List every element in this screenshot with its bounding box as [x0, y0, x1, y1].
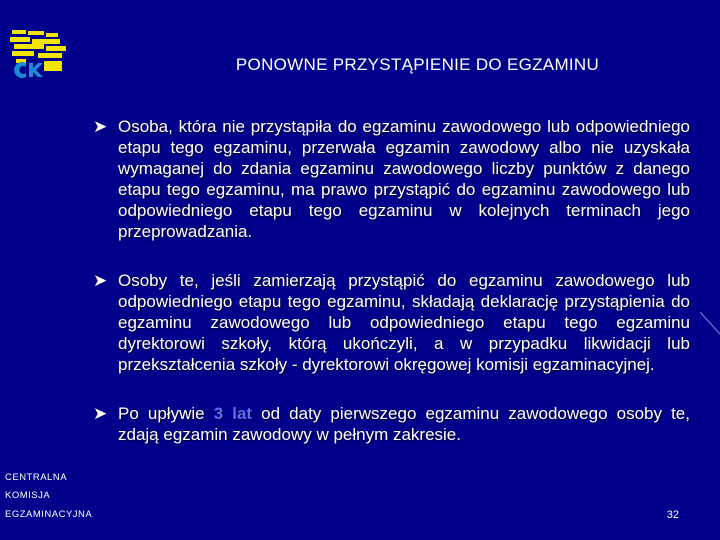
- bullet-text-start: Po upływie: [118, 404, 214, 423]
- arrow-bullet-icon: ➤: [93, 271, 108, 290]
- decorative-line-icon: [700, 310, 720, 340]
- bullet-text: [118, 403, 690, 445]
- bullet-list: [93, 116, 690, 473]
- arrow-bullet-icon: ➤: [93, 404, 108, 423]
- bullet-text: Osoba, która nie przystąpiła do egzaminu zawodowego lub odpowiedniego etapu tego egzaminu, przerwała egzamin zawodowy albo nie uzyskała wymaganej do zdania egzaminu zawodowego liczby punktów z danego etapu tego egzaminu, ma prawo przystąpić do egzaminu zawodowego lub odpowiedniego etapu tego egzaminu w kolejnych terminach jego przeprowadzania.: [118, 117, 690, 241]
- footer-line-centralna: CENTRALNA: [5, 472, 68, 483]
- arrow-bullet-icon: ➤: [93, 117, 108, 136]
- bullet-item-2: [93, 270, 690, 375]
- footer-line-komisja: KOMISJA: [5, 490, 51, 501]
- bullet-text: Osoby te, jeśli zamierzają przystąpić do egzaminu zawodowego lub odpowiedniego etapu tego egzaminu, składają deklarację przystąpienia do egzaminu zawodowego lub odpowiedniego etapu tego egzaminu dyrektorowi szkoły, którą ukończyli, a w przypadku likwidacji lub przekształcenia szkoły - dyrektorowi okręgowej komisji egzaminacyjnej.: [118, 271, 690, 374]
- bullet-text-end: od daty pierwszego egzaminu zawodowego osoby te, zdają egzamin zawodowy w pełnym zakresie.: [118, 404, 690, 444]
- bullet-item-3: [93, 403, 690, 445]
- highlight-years: 3 lat: [213, 404, 253, 423]
- slide-title: PONOWNE PRZYSTĄPIENIE DO EGZAMINU: [235, 55, 600, 74]
- footer-line-egzaminacyjna: EGZAMINACYJNA: [5, 509, 93, 520]
- page-number: 32: [666, 509, 679, 521]
- bullet-item-1: [93, 116, 690, 242]
